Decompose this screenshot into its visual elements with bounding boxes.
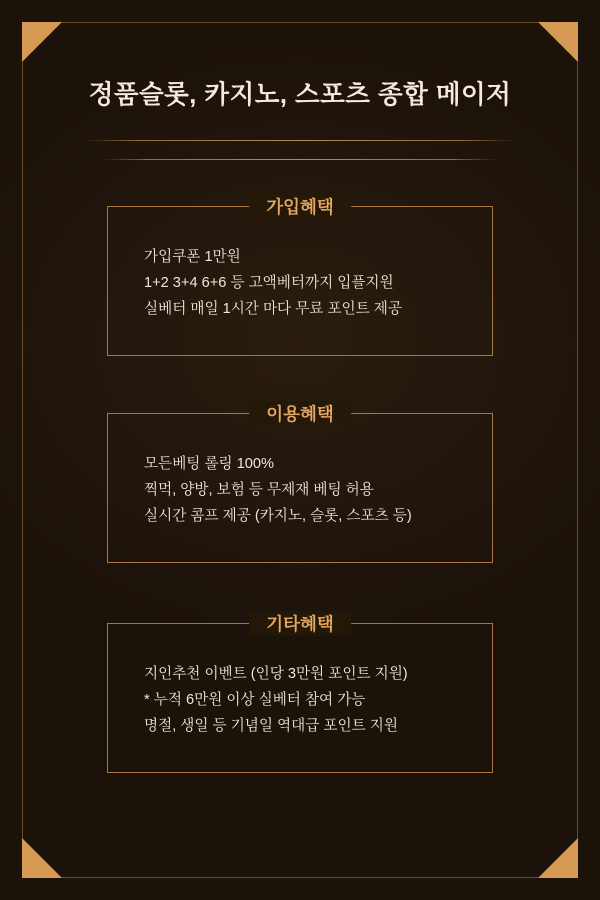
list-item: 모든베팅 롤링 100% [144, 455, 275, 472]
divider-line-bottom [102, 159, 498, 160]
section-heading-usage: 이용혜택 [249, 401, 351, 426]
benefit-section-usage [107, 403, 493, 563]
benefit-list-signup [108, 237, 492, 323]
benefit-list-usage [108, 444, 492, 530]
section-heading-signup: 가입혜택 [249, 194, 351, 219]
list-item: 실베터 매일 1시간 마다 무료 포인트 제공 [144, 300, 403, 317]
divider-line-top [85, 140, 515, 141]
list-item: 지인추천 이벤트 (인당 3만원 포인트 지원) [144, 665, 408, 682]
benefit-section-other [107, 613, 493, 773]
title-divider-group [85, 140, 515, 160]
list-item: 찍먹, 양방, 보험 등 무제재 베팅 허용 [144, 481, 374, 498]
benefit-section-signup [107, 196, 493, 356]
section-heading-other: 기타혜택 [249, 611, 351, 636]
benefit-list-other [108, 654, 492, 740]
list-item: * 누적 6만원 이상 실베터 참여 가능 [144, 691, 366, 708]
page-title: 정품슬롯, 카지노, 스포츠 종합 메이저 [88, 81, 512, 109]
list-item: 명절, 생일 등 기념일 역대급 포인트 지원 [144, 717, 398, 734]
list-item: 가입쿠폰 1만원 [144, 248, 241, 265]
list-item: 실시간 콤프 제공 (카지노, 슬롯, 스포츠 등) [144, 507, 412, 524]
list-item: 1+2 3+4 6+6 등 고액베터까지 입플지원 [144, 274, 394, 291]
